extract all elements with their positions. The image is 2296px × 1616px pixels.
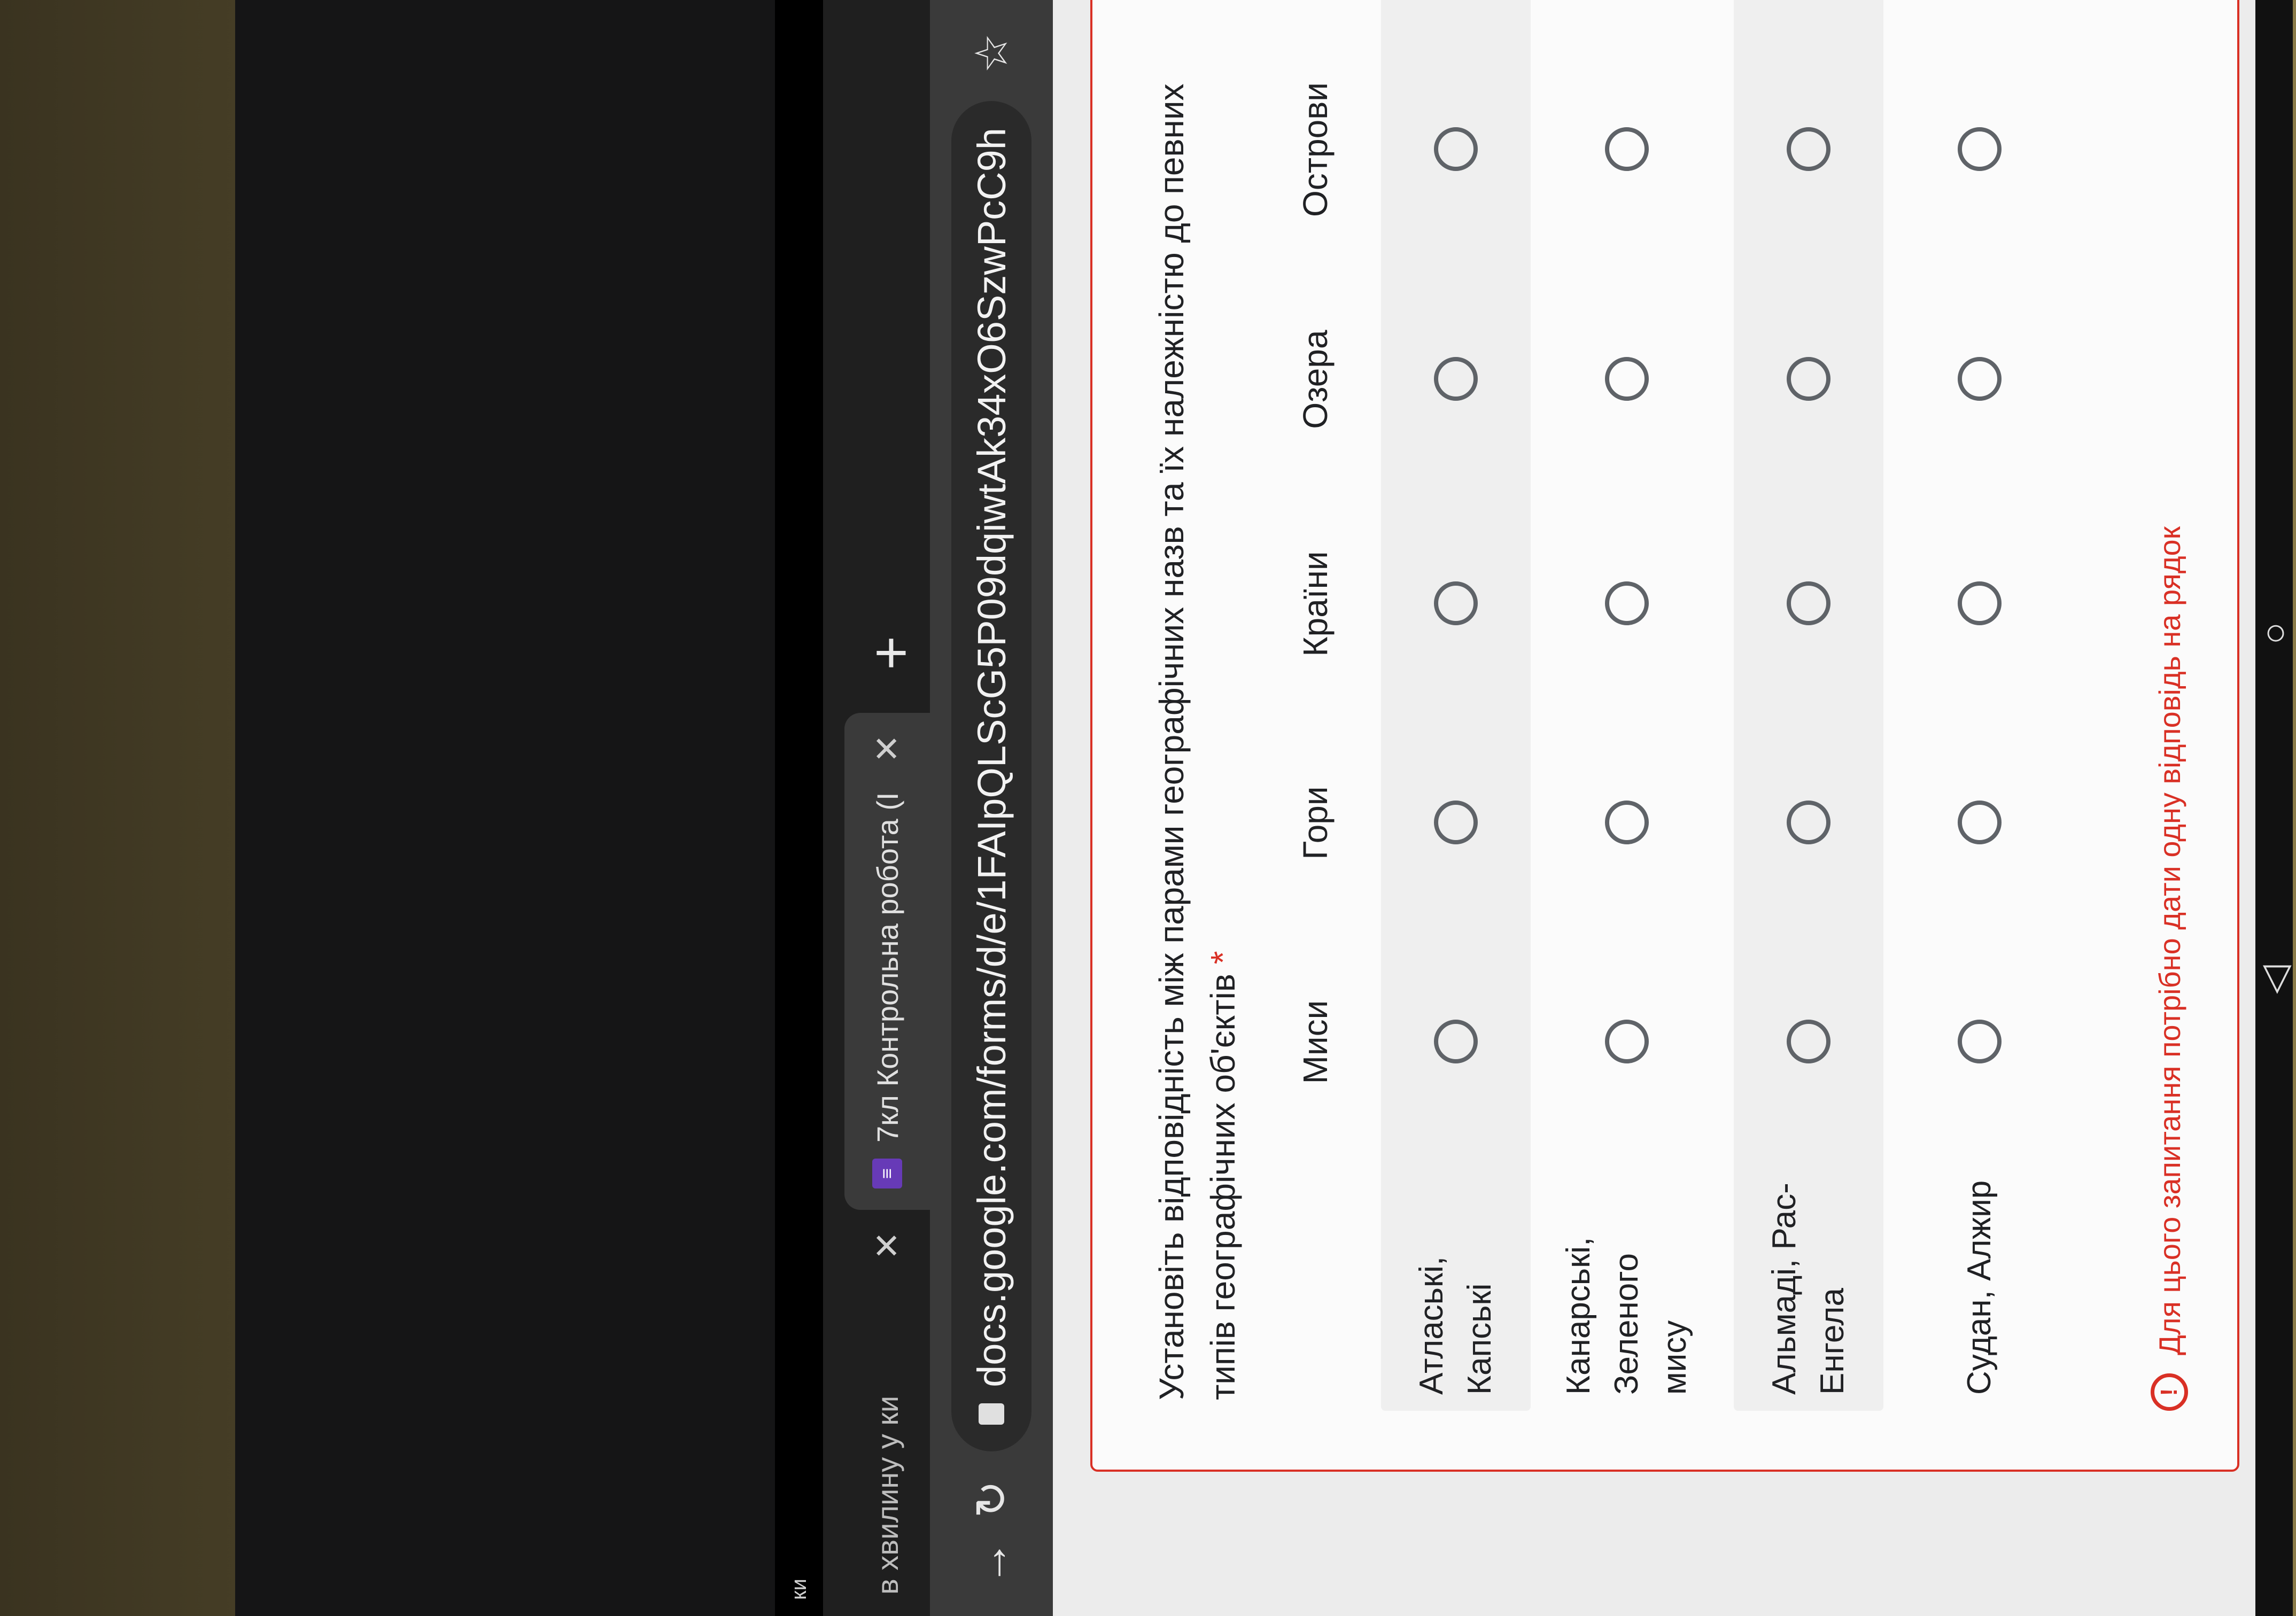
radio-button[interactable] <box>1434 127 1478 171</box>
address-bar[interactable] <box>951 101 1031 1451</box>
url-text: docs.google.com/forms/d/e/1FAIpQLScG5P09dqiwtAk34xO6SzwPcC9h <box>969 128 1014 1387</box>
grid-row <box>1734 0 1883 1411</box>
radio-button[interactable] <box>1434 581 1478 625</box>
question-text: Установіть відповідність між парами географічних назв та їх належністю до певних типів географічних об'єктів <box>1152 83 1242 1400</box>
home-circle-icon[interactable]: ○ <box>2253 621 2295 645</box>
error-icon: ! <box>2151 1373 2188 1411</box>
radio-button[interactable] <box>1787 581 1830 625</box>
radio-button[interactable] <box>1605 581 1649 625</box>
tablet-screen <box>775 0 2293 1616</box>
column-header: Гори <box>1296 786 1335 860</box>
system-nav-bar <box>2255 0 2293 1616</box>
radio-button[interactable] <box>1434 357 1478 401</box>
grid-row <box>1905 0 2054 1411</box>
radio-button[interactable] <box>1787 1020 1830 1063</box>
tab-strip <box>823 0 930 1616</box>
row-label: Судан, Алжир <box>1961 1180 1998 1395</box>
status-bar <box>775 0 823 1616</box>
radio-button[interactable] <box>1605 127 1649 171</box>
column-header: Озера <box>1296 330 1335 429</box>
forward-icon[interactable]: → <box>966 1540 1017 1586</box>
radio-button[interactable] <box>1605 801 1649 844</box>
grid-row <box>1552 0 1702 1411</box>
close-icon[interactable]: ✕ <box>867 734 906 763</box>
bookmark-star-icon[interactable]: ☆ <box>966 33 1017 74</box>
radio-button[interactable] <box>1958 1020 2002 1063</box>
back-triangle-icon[interactable]: ◁ <box>2253 965 2295 995</box>
question-title <box>1146 11 1248 1400</box>
column-header: Миси <box>1296 1000 1335 1084</box>
tab-title: в хвилину у ки <box>870 1395 904 1595</box>
radio-button[interactable] <box>1787 801 1830 844</box>
grid-row <box>1381 0 1531 1411</box>
column-header: Острови <box>1296 82 1335 217</box>
radio-button[interactable] <box>1958 127 2002 171</box>
radio-button[interactable] <box>1787 127 1830 171</box>
radio-button[interactable] <box>1434 1020 1478 1063</box>
radio-button[interactable] <box>1958 801 2002 844</box>
tab-search[interactable] <box>844 1210 930 1616</box>
radio-button[interactable] <box>1605 1020 1649 1063</box>
status-text: ки <box>787 1579 811 1600</box>
required-marker: * <box>1204 951 1242 965</box>
tab-google-form[interactable] <box>844 713 930 1210</box>
radio-button[interactable] <box>1605 357 1649 401</box>
page-content <box>1053 0 2255 1616</box>
row-label: Атлаські, Капські <box>1413 1256 1498 1395</box>
forms-icon: ≡ <box>872 1159 902 1188</box>
radio-button[interactable] <box>1958 357 2002 401</box>
radio-button[interactable] <box>1787 357 1830 401</box>
row-label: Канарські, Зеленого мису <box>1560 1237 1693 1395</box>
radio-button[interactable] <box>1958 581 2002 625</box>
reload-icon[interactable]: ↻ <box>966 1480 1017 1518</box>
close-icon[interactable]: ✕ <box>867 1231 906 1260</box>
tab-title: 7кл Контрольна робота (І <box>870 792 904 1143</box>
question-card <box>1090 0 2239 1472</box>
browser-toolbar <box>930 0 1053 1616</box>
radio-button[interactable] <box>1434 801 1478 844</box>
validation-error <box>2151 526 2188 1411</box>
new-tab-button[interactable]: + <box>858 635 924 670</box>
error-text: Для цього запитання потрібно дати одну відповідь на рядок <box>2152 526 2186 1355</box>
row-label: Альмаді, Рас-Енгела <box>1766 1183 1851 1395</box>
column-header: Країни <box>1296 551 1335 657</box>
lock-icon <box>979 1403 1004 1425</box>
